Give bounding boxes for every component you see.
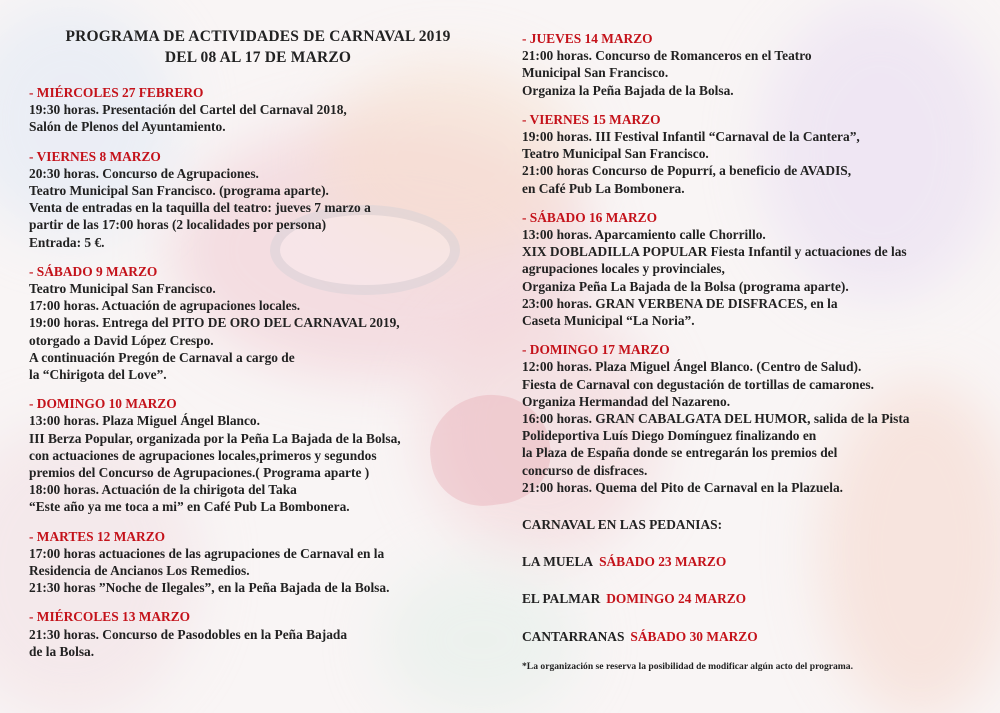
event-line: Organiza Peña La Bajada de la Bolsa (programa aparte). [522,278,849,294]
pedania-date: SÁBADO 23 MARZO [599,554,727,570]
event-line: Salón de Plenos del Ayuntamiento. [29,119,226,135]
event-line: 12:00 horas. Plaza Miguel Ángel Blanco. (Centro de Salud). [522,359,862,375]
event-line: la “Chirigota del Love”. [29,367,167,383]
event-line: Teatro Municipal San Francisco. [29,281,216,297]
event-line: Fiesta de Carnaval con degustación de tortillas de camarones. [522,376,874,392]
event-line: concurso de disfraces. [522,462,648,478]
day-section [522,341,972,496]
event-line: 23:00 horas. GRAN VERBENA DE DISFRACES, en la [522,295,838,311]
event-line: Entrada: 5 €. [29,234,105,250]
event-line: XIX DOBLADILLA POPULAR Fiesta Infantil y actuaciones de las [522,244,907,260]
day-heading: - SÁBADO 16 MARZO [522,209,658,225]
event-line: 19:00 horas. Entrega del PITO DE ORO DEL CARNAVAL 2019, [29,315,400,331]
day-section [29,395,504,515]
day-heading: - VIERNES 15 MARZO [522,111,661,127]
event-line: otorgado a David López Crespo. [29,332,214,348]
event-line: 21:00 horas. Quema del Pito de Carnaval en la Plazuela. [522,479,843,495]
event-line: Organiza Hermandad del Nazareno. [522,393,731,409]
event-line: 13:00 horas. Plaza Miguel Ángel Blanco. [29,413,260,429]
event-line: premios del Concurso de Agrupaciones.( Programa aparte ) [29,465,370,481]
event-line: 17:00 horas actuaciones de las agrupaciones de Carnaval en la [29,545,385,561]
event-line: 19:00 horas. III Festival Infantil “Carnaval de la Cantera”, [522,129,860,145]
pedanias-heading: CARNAVAL EN LAS PEDANIAS: [522,517,723,533]
event-line: Organiza la Peña Bajada de la Bolsa. [522,82,734,98]
event-line: 21:00 horas. Concurso de Romanceros en el Teatro [522,48,812,64]
event-line: Polideportiva Luís Diego Domínguez finalizando en [522,428,817,444]
organization-disclaimer: *La organización se reserva la posibilidad de modificar algún acto del programa. [522,660,853,672]
event-line: Teatro Municipal San Francisco. [522,146,709,162]
day-heading: - JUEVES 14 MARZO [522,31,653,46]
pedania-place: CANTARRANAS [522,628,625,644]
event-line: 16:00 horas. GRAN CABALGATA DEL HUMOR, salida de la Pista [522,411,910,427]
day-section [29,84,504,136]
event-line: de la Bolsa. [29,643,95,659]
day-section [29,148,504,251]
event-line: agrupaciones locales y provinciales, [522,261,725,277]
day-heading: - VIERNES 8 MARZO [29,148,161,164]
pedania-place: LA MUELA [522,554,594,570]
pedanias-section [522,516,972,673]
event-line: con actuaciones de agrupaciones locales,primeros y segundos [29,447,377,463]
event-line: III Berza Popular, organizada por la Peña La Bajada de la Bolsa, [29,430,401,446]
day-heading: - DOMINGO 17 MARZO [522,342,670,358]
pedania-item [522,628,972,645]
event-line: Municipal San Francisco. [522,65,669,81]
event-line: 13:00 horas. Aparcamiento calle Chorrillo. [522,227,766,243]
event-line: partir de las 17:00 horas (2 localidades por persona) [29,217,327,233]
event-line: 19:30 horas. Presentación del Cartel del Carnaval 2018, [29,102,347,118]
day-heading: - MIÉRCOLES 27 FEBRERO [29,85,204,100]
day-section [522,209,972,329]
event-line: la Plaza de España donde se entregarán los premios del [522,445,838,461]
day-heading: - MIÉRCOLES 13 MARZO [29,609,191,625]
day-section [29,263,504,383]
event-line: Venta de entradas en la taquilla del teatro: jueves 7 marzo a [29,200,371,216]
event-line: 21:30 horas ”Noche de Ilegales”, en la Peña Bajada de la Bolsa. [29,580,390,596]
event-line: en Café Pub La Bombonera. [522,180,685,196]
day-section [522,111,972,197]
event-line: Caseta Municipal “La Noria”. [522,313,695,329]
day-section [29,528,504,597]
pedania-item [522,590,972,607]
title-line-1: PROGRAMA DE ACTIVIDADES DE CARNAVAL 2019 [65,28,451,45]
program-title [29,26,487,68]
event-line: “Este año ya me toca a mi” en Café Pub La Bombonera. [29,499,350,515]
pedania-place: EL PALMAR [522,591,601,607]
event-line: A continuación Pregón de Carnaval a cargo de [29,349,295,365]
event-line: 18:00 horas. Actuación de la chirigota del Taka [29,482,297,498]
day-section [29,608,504,660]
event-line: 20:30 horas. Concurso de Agrupaciones. [29,165,259,181]
day-heading: - SÁBADO 9 MARZO [29,263,158,279]
pedania-item [522,553,972,570]
day-heading: - MARTES 12 MARZO [29,528,166,544]
event-line: 21:30 horas. Concurso de Pasodobles en la Peña Bajada [29,626,348,642]
pedania-date: SÁBADO 30 MARZO [630,628,758,644]
event-line: 21:00 horas Concurso de Popurrí, a beneficio de AVADIS, [522,163,852,179]
event-line: 17:00 horas. Actuación de agrupaciones locales. [29,298,301,314]
day-heading: - DOMINGO 10 MARZO [29,396,177,412]
event-line: Teatro Municipal San Francisco. (programa aparte). [29,183,329,199]
title-line-2: DEL 08 AL 17 DE MARZO [164,49,352,66]
right-column [522,30,972,673]
event-line: Residencia de Ancianos Los Remedios. [29,563,250,579]
day-section [522,30,972,99]
pedania-date: DOMINGO 24 MARZO [606,591,747,607]
left-column [29,26,504,672]
